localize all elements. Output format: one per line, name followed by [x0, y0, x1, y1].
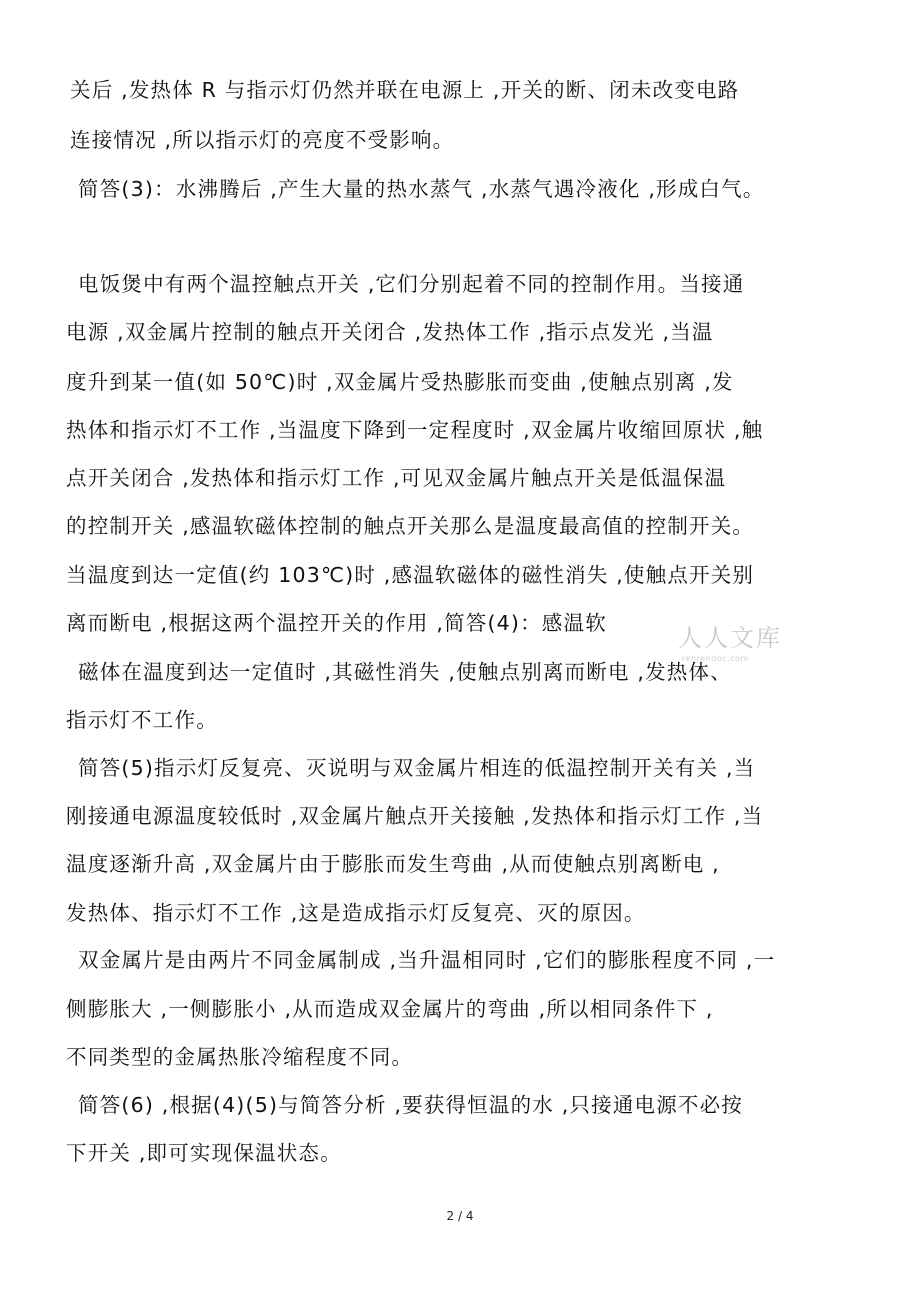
- text-line-1: 关后 ,发热体 R 与指示灯仍然并联在电源上 ,开关的断、闭未改变电路: [70, 78, 740, 102]
- text-line-12: 磁体在温度到达一定值时 ,其磁性消失 ,使触点别离而断电 ,发热体、: [78, 660, 732, 684]
- watermark-title: 人人文库: [678, 624, 782, 652]
- text-line-10: 当温度到达一定值(约 103℃)时 ,感温软磁体的磁性消失 ,使触点开关别: [66, 563, 755, 587]
- text-line-7: 热体和指示灯不工作 ,当温度下降到一定程度时 ,双金属片收缩回原状 ,触: [66, 418, 764, 442]
- text-line-3: 简答(3)：水沸腾后 ,产生大量的热水蒸气 ,水蒸气遇冷液化 ,形成白气。: [78, 177, 765, 201]
- text-line-14: 简答(5)指示灯反复亮、灭说明与双金属片相连的低温控制开关有关 ,当: [78, 756, 756, 780]
- text-line-21: 简答(6) ,根据(4)(5)与简答分析 ,要获得恒温的水 ,只接通电源不必按: [78, 1093, 744, 1117]
- text-line-20: 不同类型的金属热胀冷缩程度不同。: [66, 1045, 414, 1069]
- text-line-13: 指示灯不工作。: [66, 708, 218, 732]
- text-line-15: 刚接通电源温度较低时 ,双金属片触点开关接触 ,发热体和指示灯工作 ,当: [66, 804, 764, 828]
- text-line-22: 下开关 ,即可实现保温状态。: [66, 1141, 342, 1165]
- text-line-4: 电饭煲中有两个温控触点开关 ,它们分别起着不同的控制作用。当接通: [78, 272, 745, 296]
- text-line-16: 温度逐渐升高 ,双金属片由于膨胀而发生弯曲 ,从而使触点别离断电 ,: [66, 852, 720, 876]
- text-line-6: 度升到某一值(如 50℃)时 ,双金属片受热膨胀而变曲 ,使触点别离 ,发: [66, 370, 734, 394]
- text-line-5: 电源 ,双金属片控制的触点开关闭合 ,发热体工作 ,指示点发光 ,当温: [66, 320, 714, 344]
- text-line-8: 点开关闭合 ,发热体和指示灯工作 ,可见双金属片触点开关是低温保温: [66, 466, 727, 490]
- text-line-11: 离而断电 ,根据这两个温控开关的作用 ,简答(4)：感温软: [66, 611, 607, 635]
- page-number: 2 / 4: [446, 1209, 474, 1223]
- text-line-2: 连接情况 ,所以指示灯的亮度不受影响。: [70, 128, 455, 152]
- text-line-19: 侧膨胀大 ,一侧膨胀小 ,从而造成双金属片的弯曲 ,所以相同条件下 ,: [66, 997, 714, 1021]
- text-line-9: 的控制开关 ,感温软磁体控制的触点开关那么是温度最高值的控制开关。: [66, 514, 755, 538]
- text-line-18: 双金属片是由两片不同金属制成 ,当升温相同时 ,它们的膨胀程度不同 ,一: [78, 948, 776, 972]
- watermark-subtitle: renrendoc.com: [682, 654, 749, 663]
- text-line-17: 发热体、指示灯不工作 ,这是造成指示灯反复亮、灭的原因。: [66, 901, 646, 925]
- watermark: [678, 624, 788, 674]
